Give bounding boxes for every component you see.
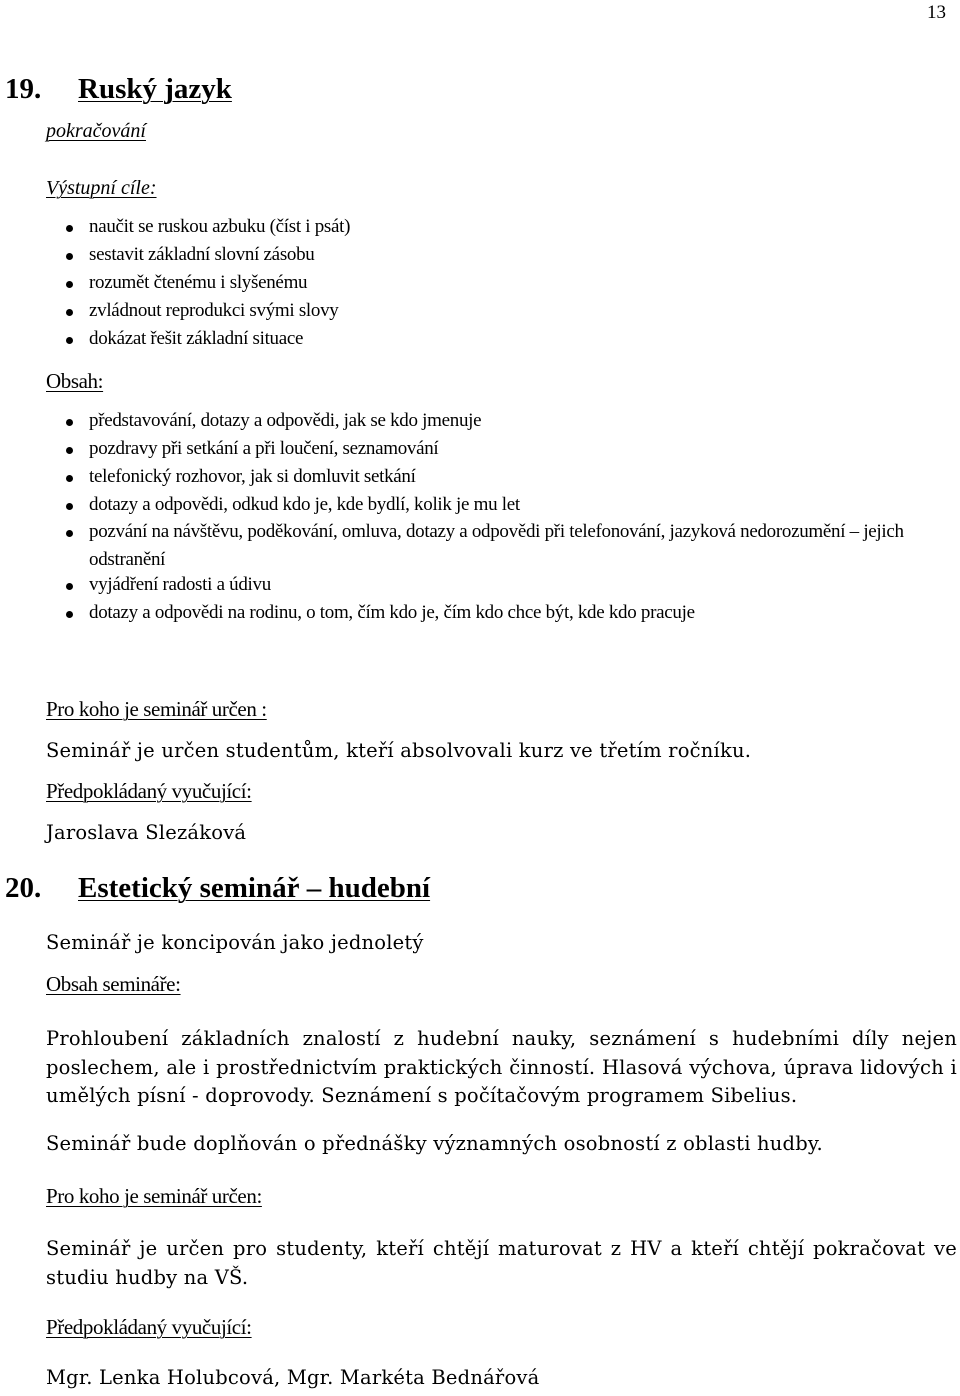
goals-list (46, 216, 946, 356)
bullet-icon (66, 309, 73, 316)
list-item: pozvání na návštěvu, poděkování, omluva, dotazy a odpovědi při telefonování, jazyková nedorozumění – jejich odstranění (46, 518, 958, 574)
list-item: dotazy a odpovědi, odkud kdo je, kde bydlí, kolik je mu let (46, 494, 958, 522)
list-item: vyjádření radosti a údivu (46, 574, 958, 602)
bullet-icon (66, 611, 73, 618)
audience-heading: Pro koho je seminář určen: (46, 1184, 262, 1208)
section-19-subtitle: pokračování (46, 120, 146, 142)
bullet-icon (66, 503, 73, 510)
audience-text: Seminář je určen studentům, kteří absolvovali kurz ve třetím ročníku. (46, 739, 752, 762)
page-number: 13 (927, 2, 946, 23)
section-19-title: Ruský jazyk (78, 73, 232, 105)
section-20-intro: Seminář je koncipován jako jednoletý (46, 931, 424, 954)
audience-text: Seminář je určen pro studenty, kteří chtějí maturovat z HV a kteří chtějí pokračovat ve studiu hudby na VŠ. (46, 1237, 957, 1289)
content-list (46, 410, 958, 630)
teacher-names: Mgr. Lenka Holubcová, Mgr. Markéta Bednářová (46, 1366, 540, 1389)
bullet-icon (66, 419, 73, 426)
list-item: rozumět čtenému i slyšenému (46, 272, 946, 300)
list-item: telefonický rozhovor, jak si domluvit setkání (46, 466, 958, 494)
teacher-heading: Předpokládaný vyučující: (46, 779, 252, 803)
list-item: naučit se ruskou azbuku (číst i psát) (46, 216, 946, 244)
bullet-icon (66, 583, 73, 590)
audience-heading: Pro koho je seminář určen : (46, 697, 267, 721)
bullet-icon (66, 475, 73, 482)
section-20-number: 20. (5, 872, 42, 904)
teacher-name: Jaroslava Slezáková (46, 821, 247, 844)
content-heading: Obsah: (46, 369, 104, 393)
content-paragraph-2: Seminář bude doplňován o přednášky významných osobností z oblasti hudby. (46, 1132, 823, 1155)
content-paragraph-1: Prohloubení základních znalostí z hudební nauky, seznámení s hudebními díly nejen poslechem, ale i prostřednictvím praktických činností. Hlasová výchova, úprava lidových i umělých písní - doprovody. Seznámení s počítačovým programem Sibelius. (46, 1027, 957, 1107)
bullet-icon (66, 337, 73, 344)
content-heading: Obsah semináře: (46, 972, 181, 996)
list-item: představování, dotazy a odpovědi, jak se kdo jmenuje (46, 410, 958, 438)
list-item: pozdravy při setkání a při loučení, seznamování (46, 438, 958, 466)
teacher-heading: Předpokládaný vyučující: (46, 1315, 252, 1339)
bullet-icon (66, 447, 73, 454)
list-item: zvládnout reprodukci svými slovy (46, 300, 946, 328)
list-item: dotazy a odpovědi na rodinu, o tom, čím kdo je, čím kdo chce být, kde kdo pracuje (46, 602, 958, 630)
goals-heading: Výstupní cíle: (46, 177, 157, 199)
list-item: sestavit základní slovní zásobu (46, 244, 946, 272)
bullet-icon (66, 281, 73, 288)
bullet-icon (66, 225, 73, 232)
list-item: dokázat řešit základní situace (46, 328, 946, 356)
bullet-icon (66, 253, 73, 260)
section-19-number: 19. (5, 73, 42, 105)
bullet-icon (66, 530, 73, 537)
section-20-title: Estetický seminář – hudební (78, 872, 431, 904)
